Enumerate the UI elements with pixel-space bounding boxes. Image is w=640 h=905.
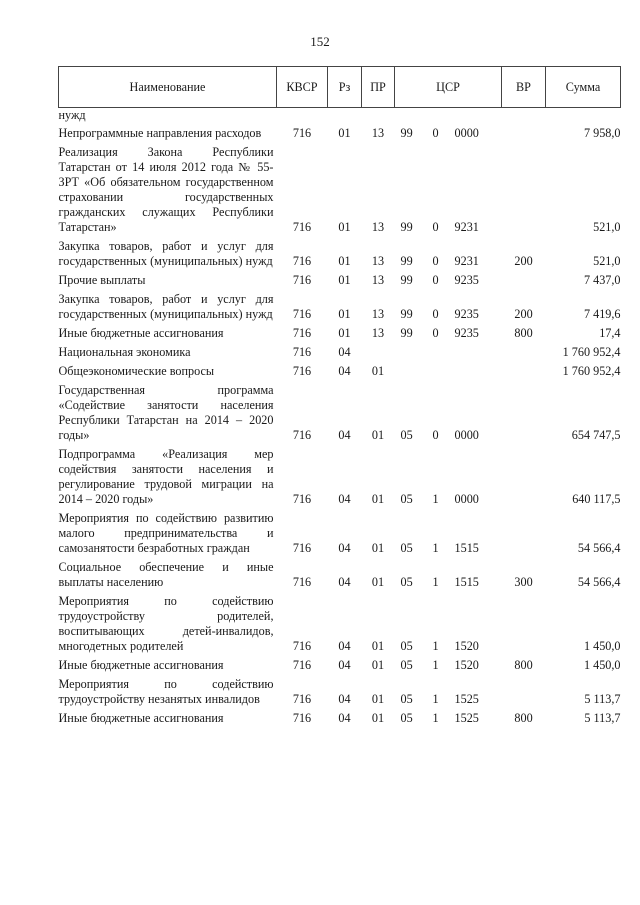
row-sum: 521,0: [593, 254, 621, 268]
row-name: Прочие выплаты: [58, 273, 146, 287]
row-csr-program: 99: [400, 254, 413, 268]
row-rz: 04: [338, 575, 351, 589]
row-csr-direction: 9231: [454, 220, 479, 234]
row-sum: 654 747,5: [571, 428, 621, 442]
row-pr: 13: [371, 220, 385, 234]
row-csr-subprogram: 0: [432, 220, 439, 234]
row-rz: 04: [338, 492, 351, 506]
continuation-row: [59, 108, 621, 125]
row-csr-program: 99: [400, 307, 413, 321]
page-number: 152: [310, 34, 330, 49]
row-pr: 01: [371, 639, 385, 653]
row-rz: 01: [338, 126, 351, 140]
row-name: Мероприятия по содействию трудоустройству незанятых инвалидов: [58, 677, 274, 706]
row-name: Социальное обеспечение и иные выплаты населению: [58, 560, 274, 589]
row-csr-program: 05: [400, 492, 413, 506]
row-pr: 01: [371, 541, 385, 555]
row-csr-direction: [455, 343, 502, 362]
row-kvsr: 716: [292, 364, 312, 378]
row-csr-subprogram: 0: [432, 273, 439, 287]
row-csr-subprogram: 1: [432, 492, 439, 506]
table-row: [59, 675, 621, 709]
row-rz: 04: [338, 639, 351, 653]
row-vr: 300: [514, 575, 533, 589]
row-pr: 13: [371, 126, 385, 140]
row-sum: 1 760 952,4: [562, 345, 621, 359]
table-row: [59, 324, 621, 343]
row-pr: 01: [371, 492, 385, 506]
row-vr: [502, 143, 546, 237]
row-vr: 200: [514, 254, 533, 268]
row-sum: 7 419,6: [583, 307, 621, 321]
row-vr: [502, 675, 546, 709]
header-pr: ПР: [362, 67, 395, 108]
row-sum: 7 958,0: [583, 126, 621, 140]
table-row: [59, 271, 621, 290]
row-kvsr: 716: [292, 541, 312, 555]
header-vr: ВР: [502, 67, 546, 108]
row-rz: 01: [338, 254, 351, 268]
row-kvsr: 716: [292, 692, 312, 706]
row-csr-direction: 1515: [454, 541, 479, 555]
row-name: Общеэкономические вопросы: [58, 364, 215, 378]
row-name: Подпрограмма «Реализация мер содействия занятости населения и регулирование трудовой миграции на 2014 – 2020 годы»: [58, 447, 274, 506]
row-kvsr: 716: [292, 428, 312, 442]
row-csr-subprogram: 0: [432, 326, 439, 340]
row-pr: 01: [371, 658, 385, 672]
row-csr-direction: 1520: [454, 639, 479, 653]
row-name: Закупка товаров, работ и услуг для государственных (муниципальных) нужд: [58, 239, 274, 268]
row-csr-program: 99: [400, 220, 413, 234]
row-pr: 01: [371, 364, 385, 378]
row-csr-subprogram: 0: [432, 307, 439, 321]
row-vr: [502, 362, 546, 381]
table-row: [59, 143, 621, 237]
row-rz: 04: [338, 541, 351, 555]
continuation-text: нужд: [58, 108, 86, 122]
row-csr-subprogram: [433, 362, 455, 381]
row-name: Реализация Закона Республики Татарстан от 14 июля 2012 года № 55-ЗРТ «Об обязательном государственном страховании государственных гражданских служащих Республики Татарстан»: [58, 145, 274, 234]
row-name: Закупка товаров, работ и услуг для государственных (муниципальных) нужд: [58, 292, 274, 321]
row-sum: 640 117,5: [572, 492, 621, 506]
row-csr-direction: 1515: [454, 575, 479, 589]
header-csr: ЦСР: [395, 67, 502, 108]
row-vr: 800: [514, 711, 533, 725]
row-csr-direction: 0000: [454, 126, 479, 140]
row-csr-subprogram: 1: [432, 575, 439, 589]
row-csr-subprogram: 0: [432, 126, 439, 140]
row-pr: [362, 343, 395, 362]
row-csr-program: 05: [400, 692, 413, 706]
row-rz: 01: [338, 220, 351, 234]
row-sum: 5 113,7: [584, 692, 621, 706]
row-name: Иные бюджетные ассигнования: [58, 658, 224, 672]
header-rz: Рз: [328, 67, 362, 108]
table-body: [59, 108, 621, 729]
row-csr-subprogram: 1: [432, 658, 439, 672]
table-row: [59, 592, 621, 656]
row-pr: 13: [371, 326, 385, 340]
budget-table: [58, 66, 621, 728]
row-csr-direction: 0000: [454, 428, 479, 442]
row-csr-subprogram: 1: [432, 639, 439, 653]
row-rz: 04: [338, 658, 351, 672]
row-csr-direction: 9235: [454, 273, 479, 287]
row-pr: 01: [371, 711, 385, 725]
row-sum: 5 113,7: [584, 711, 621, 725]
row-csr-subprogram: 1: [432, 711, 439, 725]
row-name: Мероприятия по содействию трудоустройству родителей, воспитывающих детей-инвалидов, многодетных родителей: [58, 594, 274, 653]
table-row: [59, 558, 621, 592]
row-kvsr: 716: [292, 345, 312, 359]
row-pr: 01: [371, 575, 385, 589]
row-vr: [502, 509, 546, 558]
row-sum: 7 437,0: [583, 273, 621, 287]
row-sum: 1 450,0: [583, 658, 621, 672]
table-row: [59, 656, 621, 675]
row-csr-program: 05: [400, 711, 413, 725]
row-name: Государственная программа «Содействие занятости населения Республики Татарстан на 2014 – 2020 годы»: [58, 383, 274, 442]
row-pr: 01: [371, 428, 385, 442]
row-vr: 800: [514, 326, 533, 340]
table-row: [59, 709, 621, 728]
table-row: [59, 290, 621, 324]
row-kvsr: 716: [292, 639, 312, 653]
row-csr-direction: 1525: [454, 692, 479, 706]
row-csr-direction: [455, 362, 502, 381]
row-vr: 800: [514, 658, 533, 672]
row-csr-program: 05: [400, 639, 413, 653]
row-sum: 54 566,4: [577, 575, 621, 589]
row-csr-program: [395, 343, 433, 362]
row-vr: [502, 271, 546, 290]
row-name: Непрограммные направления расходов: [58, 126, 262, 140]
row-pr: 13: [371, 273, 385, 287]
row-csr-subprogram: 0: [432, 428, 439, 442]
row-kvsr: 716: [292, 492, 312, 506]
row-pr: 13: [371, 254, 385, 268]
row-name: Национальная экономика: [58, 345, 191, 359]
row-csr-direction: 0000: [454, 492, 479, 506]
row-csr-program: [395, 362, 433, 381]
row-kvsr: 716: [292, 254, 312, 268]
row-csr-program: 05: [400, 541, 413, 555]
header-sum: Сумма: [546, 67, 621, 108]
row-pr: 13: [371, 307, 385, 321]
row-csr-subprogram: 1: [432, 541, 439, 555]
row-rz: 01: [338, 307, 351, 321]
row-csr-program: 99: [400, 273, 413, 287]
row-rz: 04: [338, 692, 351, 706]
row-name: Мероприятия по содействию развитию малого предпринимательства и самозанятости безработных граждан: [58, 511, 274, 555]
row-vr: [502, 592, 546, 656]
row-csr-direction: 9235: [454, 307, 479, 321]
row-csr-direction: 9235: [454, 326, 479, 340]
row-vr: [502, 445, 546, 509]
row-sum: 1 450,0: [583, 639, 621, 653]
row-kvsr: 716: [292, 711, 312, 725]
row-sum: 521,0: [593, 220, 621, 234]
row-kvsr: 716: [292, 126, 312, 140]
row-rz: 04: [338, 345, 351, 359]
row-vr: [502, 124, 546, 143]
row-csr-program: 05: [400, 575, 413, 589]
table-row: [59, 362, 621, 381]
row-csr-program: 99: [400, 126, 413, 140]
row-csr-program: 05: [400, 428, 413, 442]
row-rz: 01: [338, 326, 351, 340]
header-name: Наименование: [59, 67, 277, 108]
row-rz: 04: [338, 364, 351, 378]
row-csr-subprogram: 0: [432, 254, 439, 268]
row-sum: 1 760 952,4: [562, 364, 621, 378]
row-vr: 200: [514, 307, 533, 321]
row-csr-direction: 1525: [454, 711, 479, 725]
row-csr-subprogram: [433, 343, 455, 362]
row-pr: 01: [371, 692, 385, 706]
row-kvsr: 716: [292, 575, 312, 589]
row-csr-program: 05: [400, 658, 413, 672]
table-row: [59, 124, 621, 143]
row-kvsr: 716: [292, 220, 312, 234]
row-rz: 01: [338, 273, 351, 287]
row-kvsr: 716: [292, 273, 312, 287]
row-name: Иные бюджетные ассигнования: [58, 711, 224, 725]
row-kvsr: 716: [292, 326, 312, 340]
row-csr-direction: 1520: [454, 658, 479, 672]
table-header: [59, 67, 621, 108]
table-row: [59, 445, 621, 509]
row-csr-direction: 9231: [454, 254, 479, 268]
row-vr: [502, 381, 546, 445]
row-name: Иные бюджетные ассигнования: [58, 326, 224, 340]
row-rz: 04: [338, 428, 351, 442]
row-kvsr: 716: [292, 307, 312, 321]
table-row: [59, 509, 621, 558]
row-csr-program: 99: [400, 326, 413, 340]
row-sum: 17,4: [599, 326, 621, 340]
row-sum: 54 566,4: [577, 541, 621, 555]
table-row: [59, 381, 621, 445]
table-row: [59, 237, 621, 271]
row-rz: 04: [338, 711, 351, 725]
row-kvsr: 716: [292, 658, 312, 672]
table-row: [59, 343, 621, 362]
row-vr: [502, 343, 546, 362]
row-csr-subprogram: 1: [432, 692, 439, 706]
header-kvsr: КВСР: [277, 67, 328, 108]
